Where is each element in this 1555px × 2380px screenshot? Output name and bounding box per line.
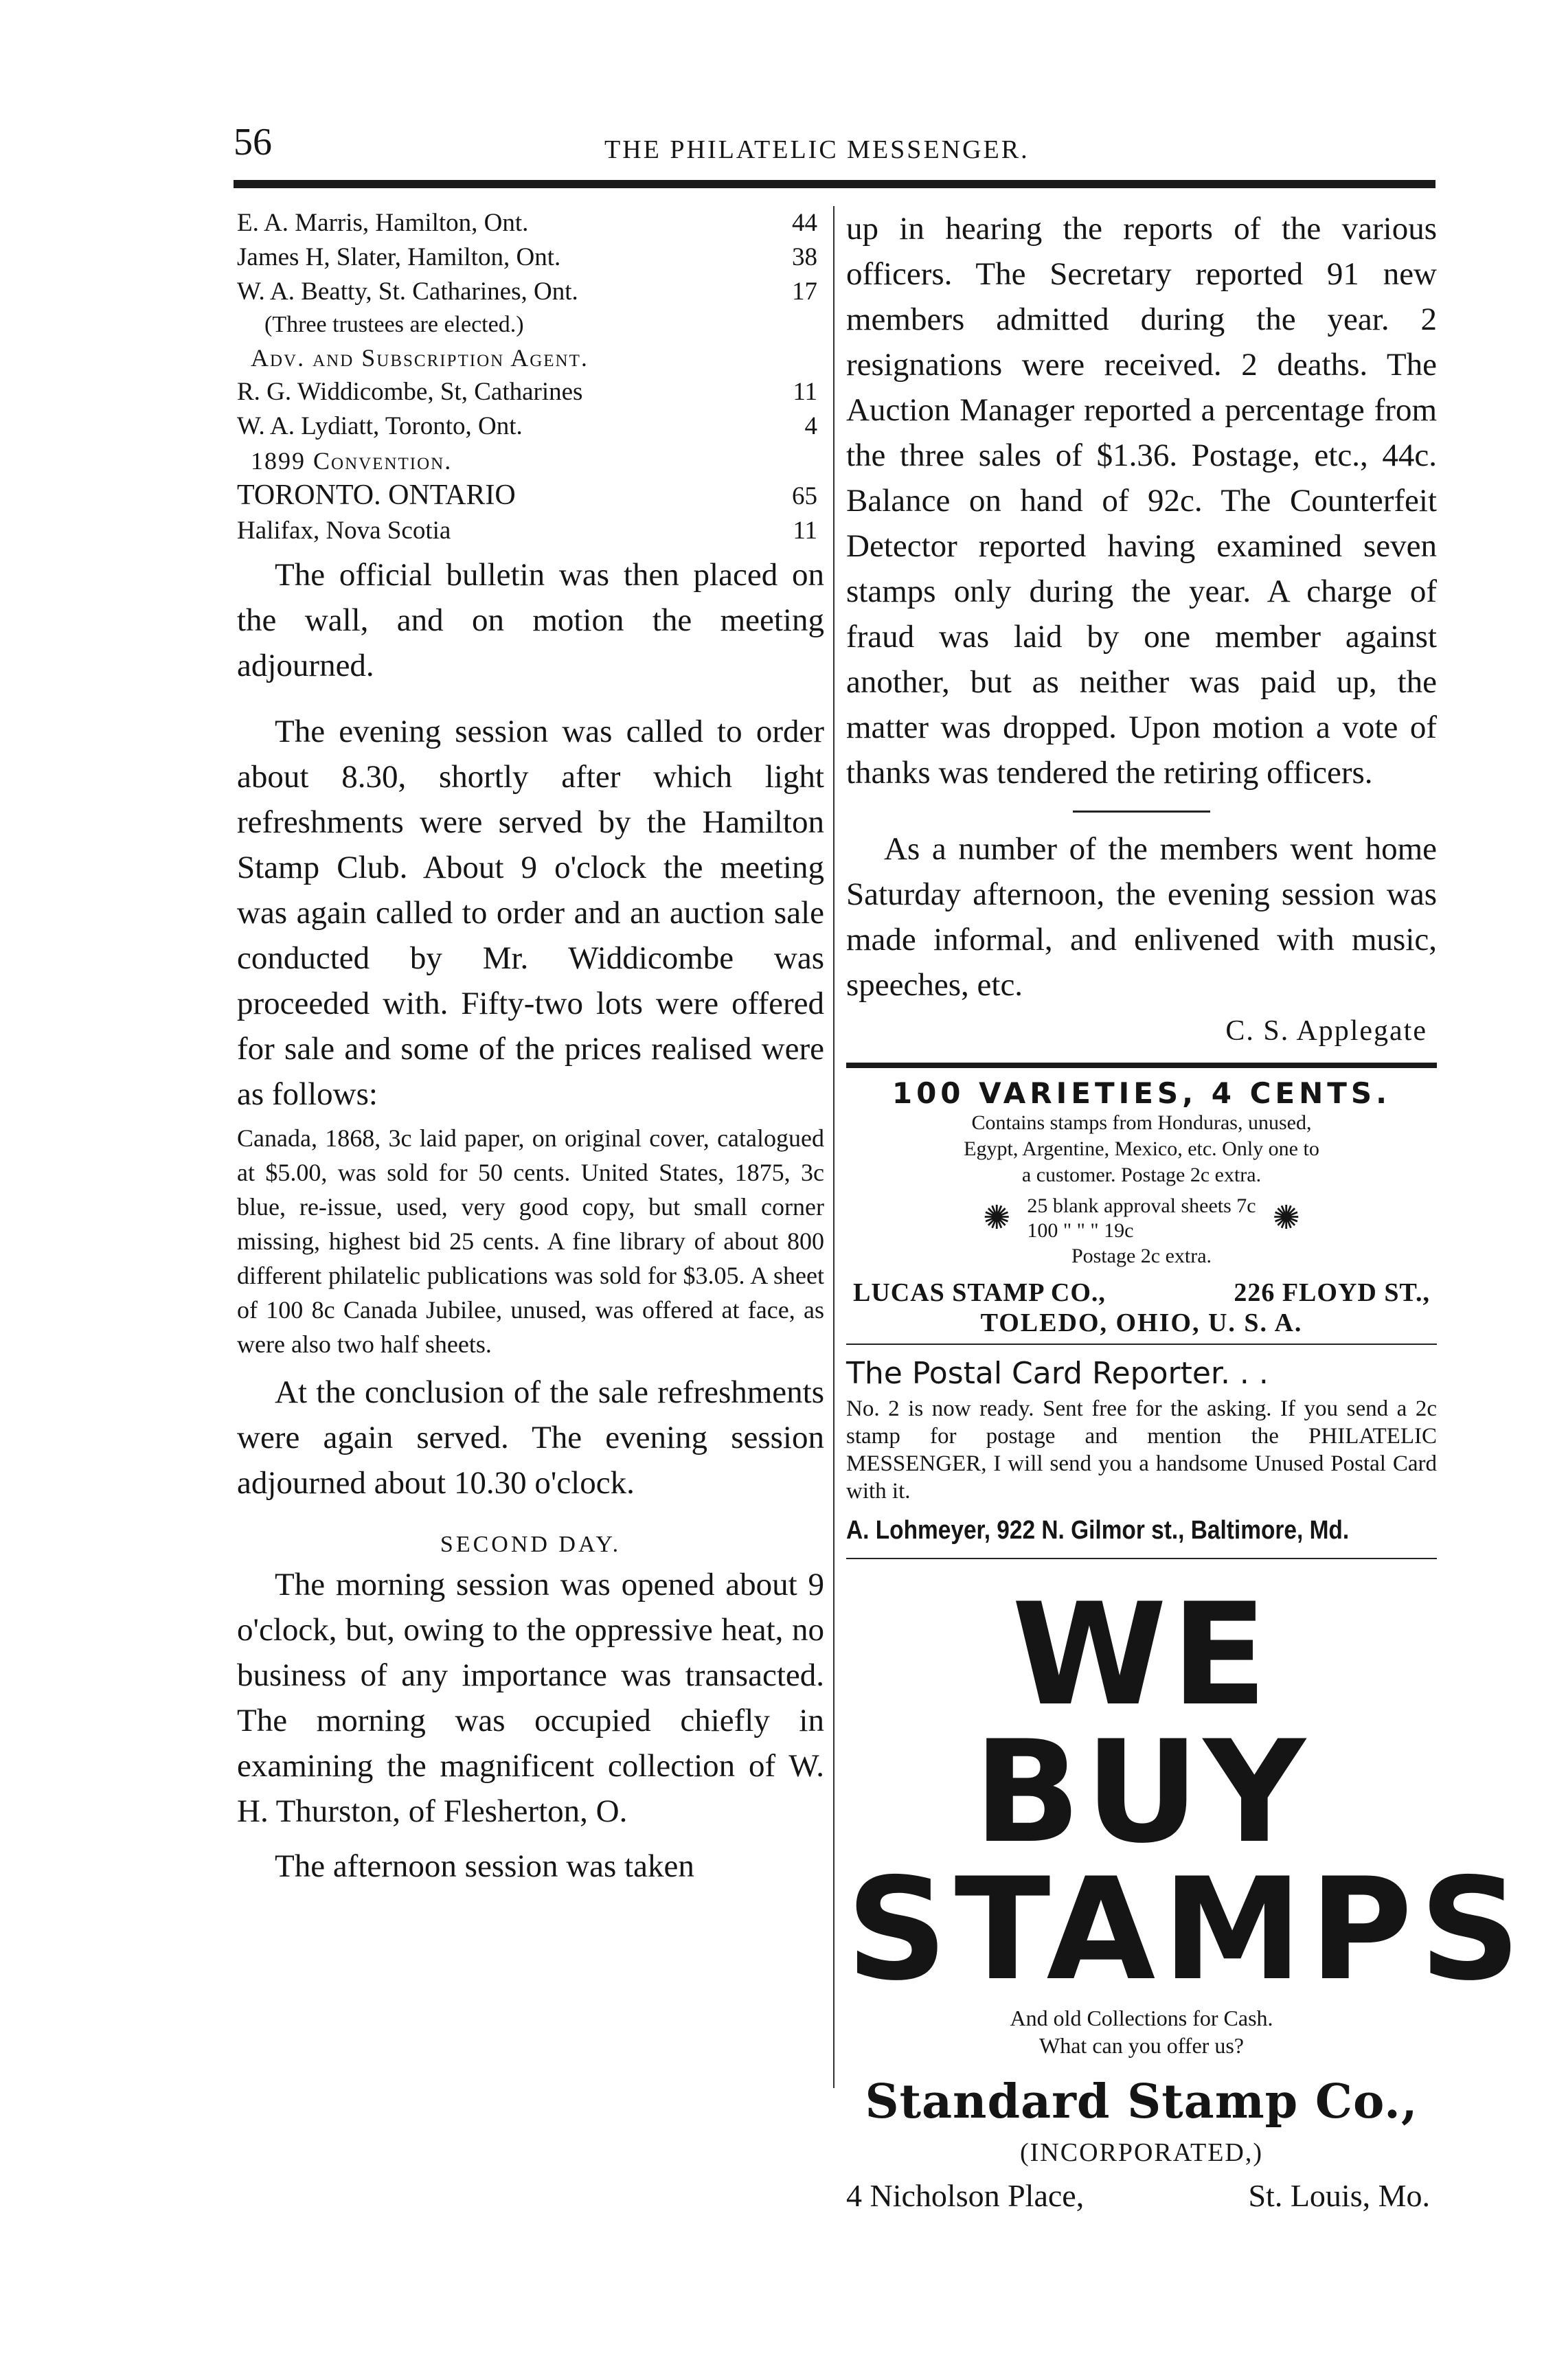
officer-name: E. A. Marris, Hamilton, Ont. [237,209,529,237]
ad-text: (INCORPORATED,) [1019,2138,1264,2167]
agent-votes: 11 [793,378,817,406]
paragraph: The afternoon session was taken [275,1848,694,1884]
ad-text: No. 2 is now ready. Sent free for the asking. If you send a 2c stamp for postage and mention the PHILATELIC MESSENGER, I will send you a handsome Unused Postal Card with it. [846,1396,1437,1504]
ad-street: 226 FLOYD ST., [1234,1278,1430,1307]
agent-heading: Adv. and Subscription Agent. [251,344,589,372]
paragraph: up in hearing the reports of the various officers. The Secretary reported 91 new members admitted during the year. 2 resignations were received. 2 deaths. The Auction Manager reported a percentage from the three sales of $1.36. Postage, etc., 44c. Balance on hand of 92c. The Counterfeit Detector reported having examined seven stamps only during the year. A charge of fraud was laid by one member against another, but as neither was paid up, the matter was dropped. Upon motion a vote of thanks was tendered the retiring officers. [846,211,1437,791]
starburst-icon: ✺ [1272,1200,1300,1236]
ad-street: 4 Nicholson Place, [846,2178,1085,2213]
officer-name: W. A. Beatty, St. Catharines, Ont. [237,277,578,306]
ad-text: Postage 2c extra. [1071,1245,1212,1267]
agent-votes: 4 [804,412,817,440]
ad-text: What can you offer us? [1039,2033,1244,2058]
convention-votes: 65 [792,482,817,510]
paragraph: The official bulletin was then placed on the wall, and on motion the meeting adjourned. [237,557,824,683]
agent-row [237,375,824,409]
paragraph: The morning session was opened about 9 o'clock, but, owing to the oppressive heat, no business of any importance was transacted. The morning was occupied chiefly in examining the magnificent collection of W. H. Thurston, of Flesherton, O. [237,1567,824,1829]
convention-votes: 11 [793,517,817,545]
paragraph: The evening session was called to order about 8.30, shortly after which light refreshments were served by the Hamilton Stamp Club. About 9 o'clock the meeting was again called to order and an auction sale conducted by Mr. Widdicombe was proceeded with. Fifty-two lots were offered for sale and some of the prices realised were as follows: [237,714,824,1112]
paragraph: At the conclusion of the sale refreshments were again served. The evening session adjourned about 10.30 o'clock. [237,1374,824,1501]
ad-company: Standard Stamp Co., [865,2074,1418,2129]
ad-company: LUCAS STAMP CO., [853,1278,1106,1307]
short-rule [1073,811,1210,813]
officer-votes: 17 [792,277,817,306]
officer-row [237,275,824,309]
ad-city: TOLEDO, OHIO, U. S. A. [980,1308,1303,1337]
ad-title: 100 VARIETIES, 4 CENTS. [892,1076,1392,1110]
ad-rule [846,1063,1437,1068]
convention-row [237,478,824,514]
ad-price-line: 100 " " " 19c [1027,1219,1134,1242]
ad-price-row [846,1194,1437,1243]
paragraph: As a number of the members went home Saturday afternoon, the evening session was made informal, and enlivened with music, speeches, etc. [846,831,1437,1003]
ad-title: The Postal Card Reporter. . . [846,1356,1269,1391]
officer-name: James H, Slater, Hamilton, Ont. [237,243,561,271]
agent-row [237,409,824,444]
section-heading: SECOND DAY. [440,1532,622,1557]
ad-signature: A. Lohmeyer, 922 N. Gilmor st., Baltimore, Md. [846,1516,1350,1545]
ad-text: Contains stamps from Honduras, unused, [971,1111,1312,1134]
trustees-note: (Three trustees are elected.) [264,312,524,337]
starburst-icon: ✺ [983,1200,1011,1236]
ad-rule [846,1344,1437,1345]
agent-name: R. G. Widdicombe, St, Catharines [237,378,583,406]
author-signature: C. S. Applegate [1225,1015,1427,1047]
officer-votes: 44 [792,209,817,237]
right-column [846,206,1528,2214]
left-column [237,206,824,1889]
ad-text: a customer. Postage 2c extra. [1021,1164,1262,1186]
convention-heading: 1899 Convention. [251,447,453,475]
header-rule [234,180,1435,188]
ad-headline: WE BUY [973,1574,1310,1874]
column-divider [833,206,835,2088]
ad-city: St. Louis, Mo. [1248,2178,1430,2213]
officer-row [237,240,824,275]
ad-headline: STAMPS [846,1848,1528,2012]
convention-row [237,514,824,548]
ad-text: And old Collections for Cash. [1010,2006,1273,2030]
auction-details: Canada, 1868, 3c laid paper, on original cover, catalogued at $5.00, was sold for 50 cents. United States, 1875, 3c blue, re-issue, used, very good copy, but small corner missing, highest bid 25 cents. A fine library of about 800 different philatelic publications was sold for $3.05. A sheet of 100 8c Canada Jubilee, unused, was offered at face, as were also two half sheets. [237,1124,824,1358]
running-head: THE PHILATELIC MESSENGER. [604,135,1030,164]
ad-address [846,2177,1437,2214]
ad-text: Egypt, Argentine, Mexico, etc. Only one to [964,1137,1319,1160]
convention-name: Halifax, Nova Scotia [237,517,451,545]
officer-row [237,206,824,240]
officer-votes: 38 [792,243,817,271]
page-number: 56 [234,121,272,163]
ad-rule [846,1558,1437,1559]
agent-name: W. A. Lydiatt, Toronto, Ont. [237,412,523,440]
ad-price-line: 25 blank approval sheets 7c [1027,1194,1256,1217]
convention-name: TORONTO. ONTARIO [237,479,516,511]
ad-company-row [846,1278,1437,1308]
